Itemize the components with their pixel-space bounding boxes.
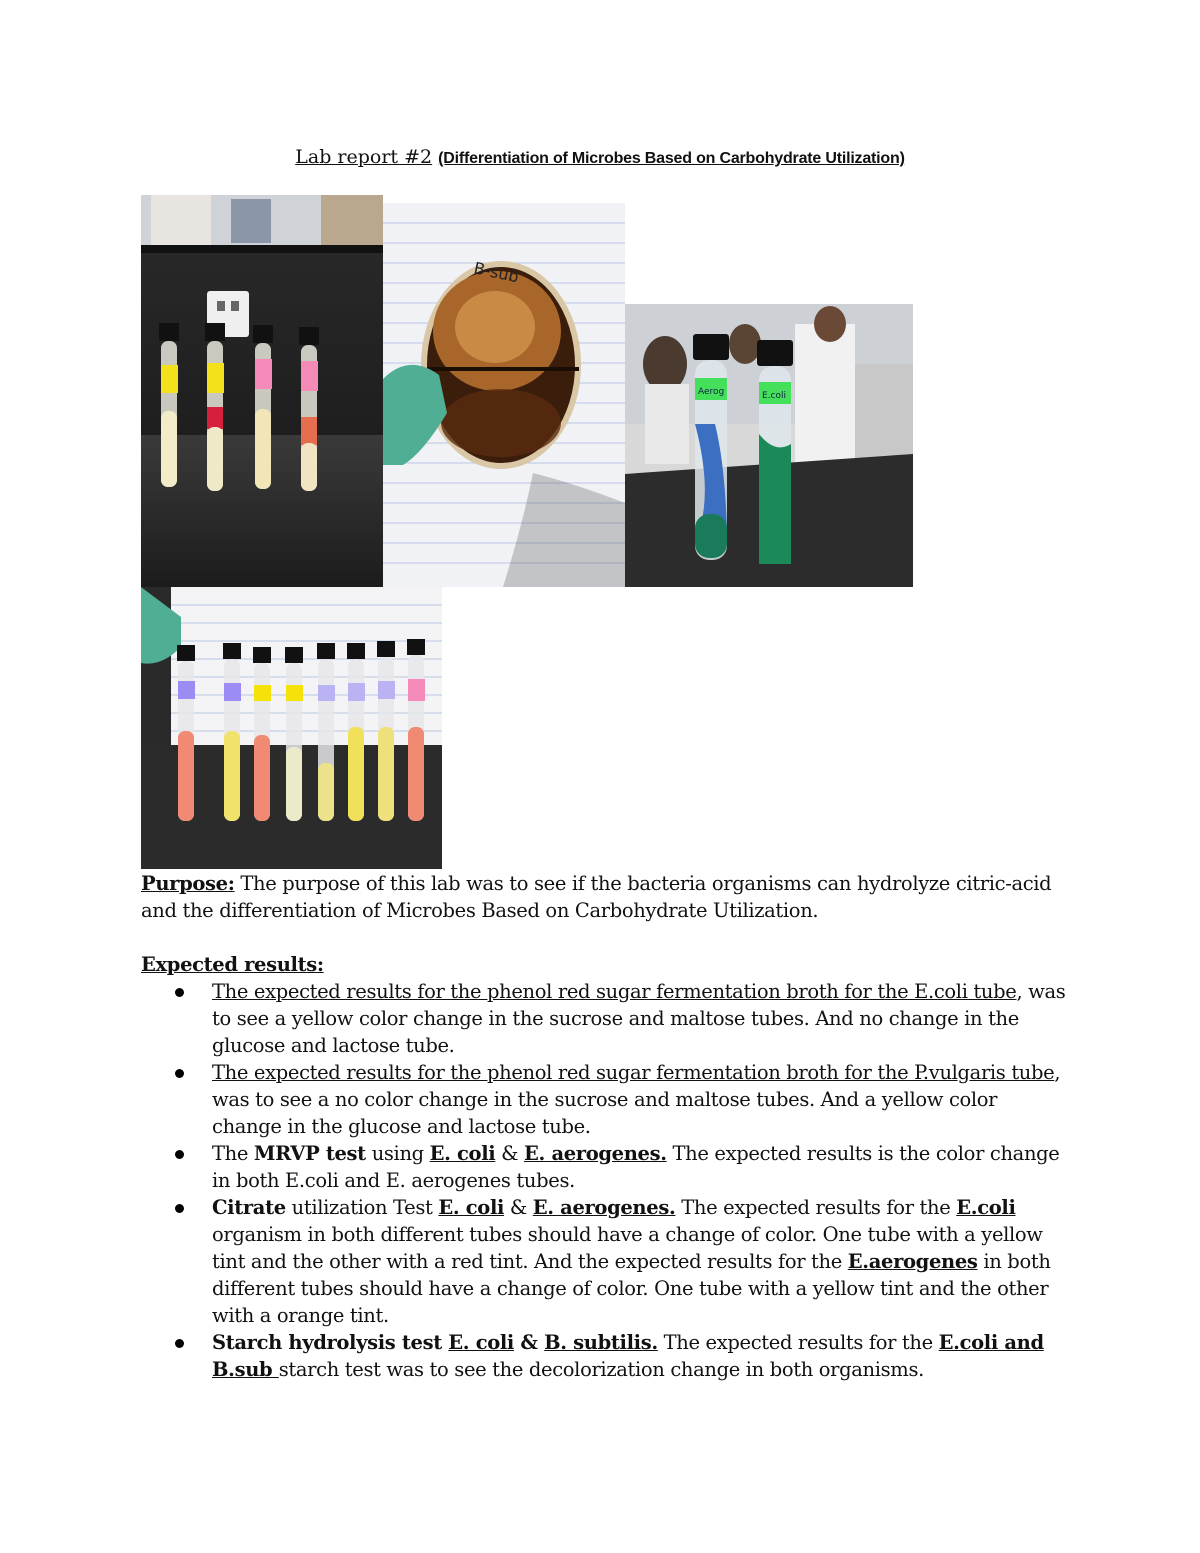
bullet-icon	[175, 988, 184, 997]
purpose-text: The purpose of this lab was to see if the bacteria organisms can hydrolyze citric-acid and the differentiation of Microbes Based on Carbohydrate Utilization.	[141, 872, 1052, 922]
plate-label: B-sub	[472, 258, 521, 287]
list-item: The MRVP test using E. coli & E. aerogenes. The expected results is the color change in both E.coli and E. aerogenes tubes.	[141, 1140, 1071, 1194]
list-item: The expected results for the phenol red sugar fermentation broth for the P.vulgaris tube, was to see a no color change in the sucrose and maltose tubes. And a yellow color change in the glucose and lactose tube.	[141, 1059, 1071, 1140]
bullet-icon	[175, 1150, 184, 1159]
report-title	[0, 144, 1200, 172]
citrate-two-tubes-photo	[625, 304, 913, 587]
eight-tubes-rack-photo	[141, 587, 442, 869]
expected-results-label: Expected results:	[141, 953, 324, 976]
title-main: Lab report #2	[295, 146, 433, 168]
tube-label-aerog: Aerog	[698, 387, 725, 397]
list-item: Starch hydrolysis test E. coli & B. subtilis. The expected results for the E.coli and B.sub starch test was to see the decolorization change in both organisms.	[141, 1329, 1071, 1383]
bullet-icon	[175, 1069, 184, 1078]
expected-results-heading	[141, 951, 1071, 978]
list-item: The expected results for the phenol red sugar fermentation broth for the E.coli tube, was to see a yellow color change in the sucrose and maltose tubes. And no change in the glucose and lactose tube.	[141, 978, 1071, 1059]
list-item: Citrate utilization Test E. coli & E. aerogenes. The expected results for the E.coli organism in both different tubes should have a change of color. One tube with a yellow tint and the other with a red tint. And the expected results for the E.aerogenes in both different tubes should have a change of color. One tube with a yellow tint and the other with a orange tint.	[141, 1194, 1071, 1329]
purpose-label: Purpose:	[141, 872, 235, 895]
eight-tubes-image	[141, 587, 442, 869]
expected-results-list	[141, 978, 1071, 1383]
tube-label-ecoli: E.coli	[762, 391, 787, 401]
purpose-paragraph	[141, 870, 1071, 924]
bullet-icon	[175, 1204, 184, 1213]
citrate-tubes-image	[625, 304, 913, 587]
four-tubes-image	[141, 195, 383, 587]
report-body	[141, 870, 1071, 1383]
bullet-icon	[175, 1339, 184, 1348]
phenol-red-four-tubes-photo	[141, 195, 383, 587]
b-sub-starch-plate-photo	[383, 203, 625, 587]
starch-plate-image	[383, 203, 625, 587]
title-subtitle: (Differentiation of Microbes Based on Carbohydrate Utilization)	[438, 150, 905, 167]
